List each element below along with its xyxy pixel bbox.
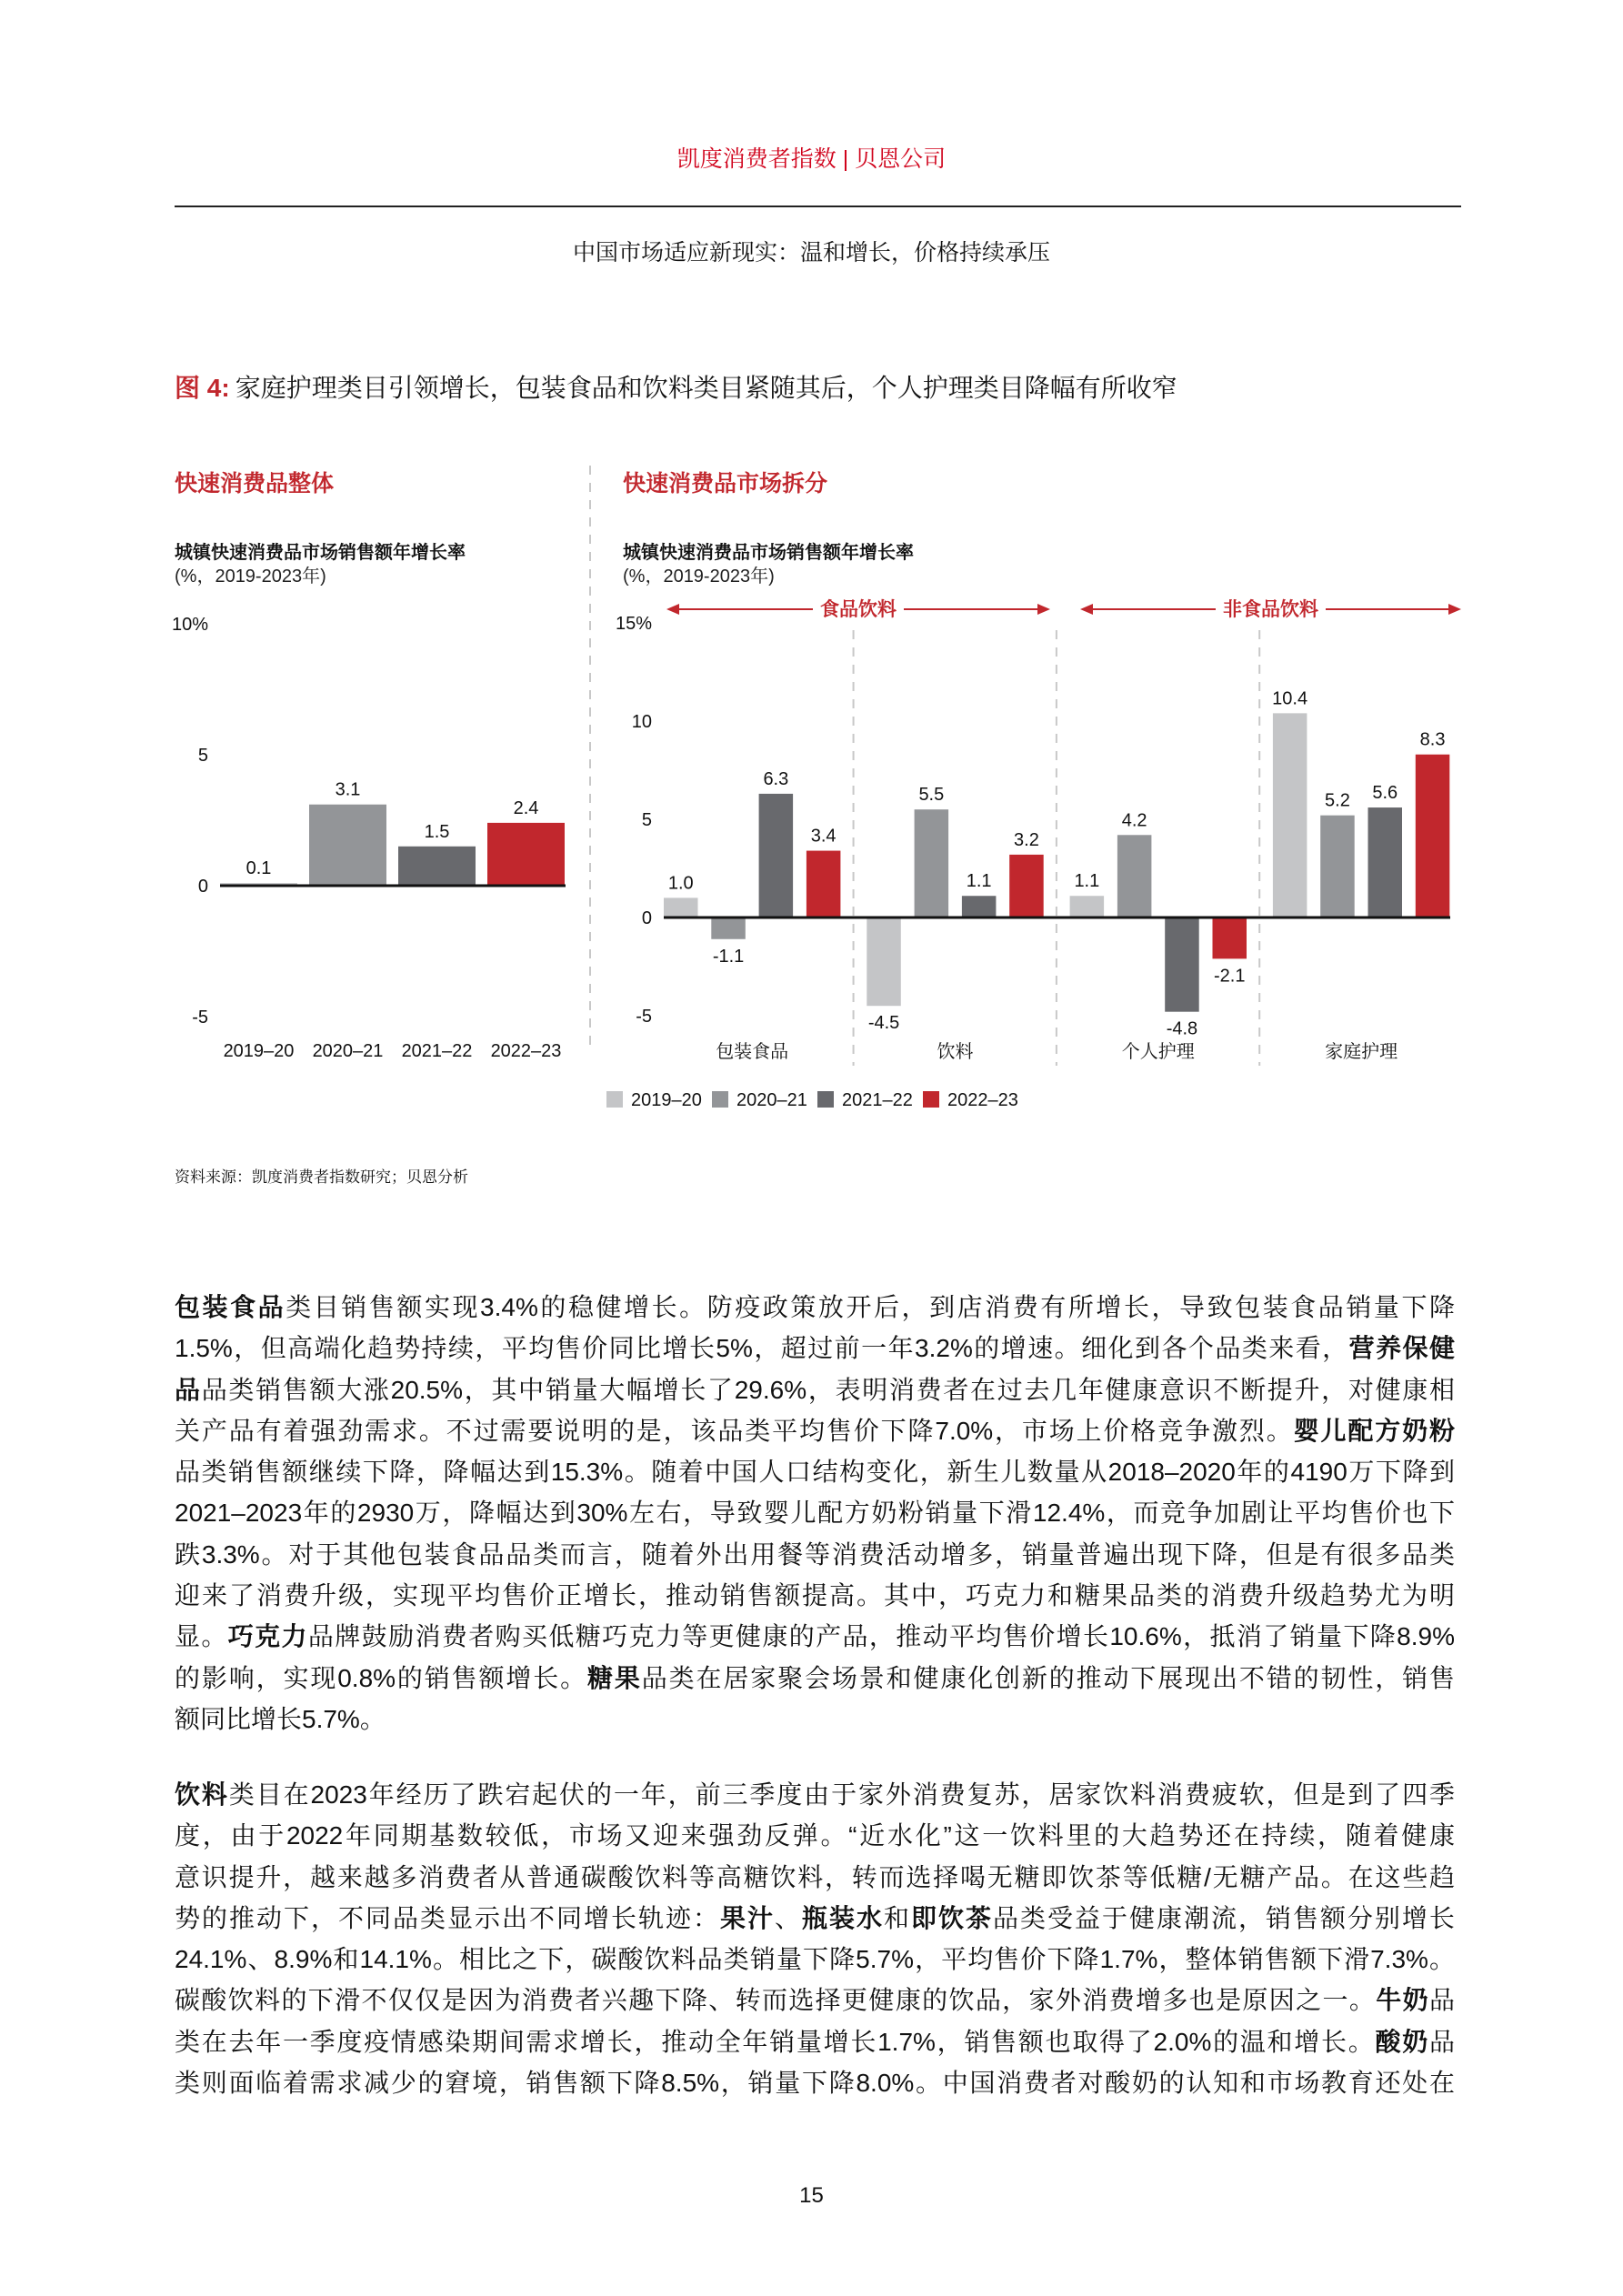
bold-keyword: 牛奶	[1376, 1986, 1429, 2015]
bar-2021–22	[398, 847, 476, 886]
bar-value-label: 1.1	[966, 871, 992, 892]
y-tick-label: 10	[631, 712, 652, 732]
bar-value-label: 5.2	[1325, 790, 1350, 811]
text-run: 额同比增长5.7%。	[175, 1704, 386, 1733]
text-run: 24.1%、8.9%和14.1%。相比之下，碳酸饮料品类销量下降5.7%，平均售价下降1.7%，整体销售额下滑7.3%。	[175, 1945, 1455, 1974]
right-chart-subtitle: (%，2019-2023年)	[623, 566, 775, 587]
paragraph-line	[175, 1369, 1455, 1410]
arrow-left-icon	[1080, 604, 1093, 615]
bold-keyword: 糖果	[587, 1663, 642, 1692]
bar-value-label: -1.1	[712, 946, 745, 967]
bold-keyword: 瓶装水	[801, 1903, 884, 1932]
left-chart-section-title: 快速消费品整体	[175, 471, 335, 496]
bold-keyword: 酸奶	[1375, 2027, 1429, 2056]
text-run: 品类在居家聚会场景和健康化创新的推动下展现出不错的韧性，销售	[641, 1663, 1455, 1692]
text-run: 品牌鼓励消费者购买低糖巧克力等更健康的产品，推动平均售价增长10.6%，抵消了销量下降8.9%	[307, 1622, 1455, 1651]
paragraph-line	[175, 1815, 1455, 1856]
body-paragraph-packaged-food	[175, 1287, 1455, 1740]
paragraph-line	[175, 1328, 1455, 1369]
bold-keyword: 即饮茶	[910, 1903, 993, 1932]
bar-value-label: 5.6	[1372, 783, 1398, 804]
paragraph-line	[175, 1616, 1455, 1657]
x-category-label: 个人护理	[1121, 1042, 1195, 1062]
bar-value-label: 5.5	[918, 785, 945, 806]
text-run: 1.5%，但高端化趋势持续，平均售价同比增长5%，超过前一年3.2%的增速。细化到各个品类来看，	[175, 1334, 1349, 1363]
bar-value-label: 3.1	[335, 779, 361, 800]
bar-value-label: 3.2	[1014, 829, 1039, 850]
legend-label: 2021–22	[842, 1090, 913, 1110]
bar-家庭护理-2022–23	[1416, 755, 1450, 917]
page-number: 15	[799, 2183, 824, 2208]
bar-2020–21	[309, 805, 386, 886]
bold-keyword: 品	[175, 1375, 202, 1404]
paragraph-line	[175, 2062, 1455, 2103]
bold-keyword: 婴儿配方奶粉	[1293, 1416, 1455, 1445]
text-run: 跌3.3%。对于其他包装食品品类而言，随着外出用餐等消费活动增多，销量普遍出现下降，但是有很多品类	[175, 1539, 1455, 1569]
bar-value-label: 1.5	[424, 821, 450, 842]
text-run: 类在去年一季度疫情感染期间需求增长，推动全年销量增长1.7%，销售额也取得了2.0%的温和增长。	[175, 2027, 1376, 2056]
bold-keyword: 饮料	[175, 1780, 229, 1809]
bar-value-label: 1.0	[667, 873, 694, 894]
text-run: 度，由于2022年同期基数较低，市场又迎来强劲反弹。“近水化”这一饮料里的大趋势还在持续，随着健康	[175, 1821, 1455, 1850]
y-tick-label: -5	[192, 1008, 208, 1028]
bar-value-label: -2.1	[1214, 966, 1246, 987]
legend-swatch	[712, 1091, 728, 1108]
arrow-left-icon	[666, 604, 679, 615]
bar-饮料-2019–20	[867, 917, 901, 1006]
bar-value-label: 6.3	[763, 768, 789, 789]
bar-包装食品-2022–23	[806, 851, 841, 917]
paragraph-line	[175, 1774, 1455, 1815]
y-tick-label: 0	[641, 908, 652, 928]
header-brand: 凯度消费者指数 | 贝恩公司	[676, 146, 947, 172]
paragraph-line	[175, 1658, 1455, 1699]
text-run: 品	[1428, 2027, 1455, 2056]
bold-keyword: 果汁	[719, 1903, 775, 1932]
paragraph-line	[175, 1939, 1455, 1980]
x-category-label: 2022–23	[490, 1041, 562, 1061]
bar-包装食品-2021–22	[759, 794, 794, 917]
legend-label: 2022–23	[947, 1090, 1018, 1110]
y-tick-label: 10%	[171, 615, 208, 635]
group-label: 非食品饮料	[1223, 599, 1318, 620]
text-run: 类目销售额实现3.4%的稳健增长。防疫政策放开后，到店消费有所增长，导致包装食品销量下降	[286, 1293, 1455, 1321]
y-tick-label: 5	[641, 810, 652, 830]
text-run: 2021–2023年的2930万，降幅达到30%左右，导致婴儿配方奶粉销量下滑12.4%，而竞争加剧让平均售价也下	[175, 1499, 1455, 1528]
body-paragraph-beverages	[175, 1774, 1455, 2103]
paragraph-line	[175, 1410, 1455, 1451]
paragraph-line	[175, 1980, 1455, 2020]
figure-label: 图 4:	[175, 374, 230, 402]
y-tick-label: -5	[636, 1007, 652, 1027]
bar-个人护理-2020–21	[1117, 835, 1152, 917]
bar-value-label: 3.4	[810, 826, 837, 847]
charts-canvas	[0, 0, 1623, 1146]
paragraph-line	[175, 1575, 1455, 1616]
text-run: 品类受益于健康潮流，销售额分别增长	[992, 1903, 1455, 1932]
x-category-label: 包装食品	[716, 1042, 789, 1062]
bar-2022–23	[487, 823, 565, 886]
text-run: 的影响，实现0.8%的销售额增长。	[175, 1663, 587, 1692]
arrow-right-icon	[1037, 604, 1050, 615]
text-run: 、	[774, 1903, 802, 1932]
bar-家庭护理-2019–20	[1273, 713, 1307, 917]
text-run: 类目在2023年经历了跌宕起伏的一年，前三季度由于家外消费复苏，居家饮料消费疲软，但是到了四季	[228, 1780, 1455, 1809]
legend-swatch	[923, 1091, 939, 1108]
bar-饮料-2022–23	[1009, 855, 1044, 917]
bar-包装食品-2019–20	[664, 897, 698, 917]
bar-饮料-2021–22	[962, 896, 997, 917]
bar-value-label: 0.1	[245, 858, 272, 879]
bar-value-label: 10.4	[1272, 688, 1308, 709]
bar-value-label: -4.8	[1166, 1018, 1198, 1039]
paragraph-line	[175, 1287, 1455, 1328]
bar-个人护理-2019–20	[1070, 896, 1105, 917]
text-run: 关产品有着强劲需求。不过需要说明的是，该品类平均售价下降7.0%，市场上价格竞争激烈。	[175, 1416, 1294, 1445]
bold-keyword: 营养保健	[1348, 1334, 1455, 1363]
bar-value-label: 8.3	[1419, 729, 1446, 750]
right-chart-section-title: 快速消费品市场拆分	[623, 471, 828, 496]
bold-keyword: 包装食品	[175, 1293, 286, 1321]
paragraph-line	[175, 1898, 1455, 1939]
bar-value-label: -4.5	[867, 1013, 900, 1034]
document-subtitle: 中国市场适应新现实：温和增长，价格持续承压	[572, 240, 1050, 266]
bar-value-label: 4.2	[1121, 810, 1147, 831]
y-tick-label: 15%	[615, 614, 652, 634]
bar-饮料-2020–21	[915, 809, 949, 917]
text-run: 碳酸饮料的下滑不仅仅是因为消费者兴趣下降、转而选择更健康的饮品，家外消费增多也是原因之一。	[175, 1986, 1377, 2015]
legend-label: 2020–21	[736, 1090, 807, 1110]
bar-个人护理-2022–23	[1213, 917, 1247, 958]
paragraph-line	[175, 2021, 1455, 2062]
x-category-label: 2020–21	[312, 1041, 384, 1061]
text-run: 类则面临着需求减少的窘境，销售额下降8.5%，销量下降8.0%。中国消费者对酸奶的认知和市场教育还处在	[175, 2069, 1455, 2098]
text-run: 显。	[175, 1622, 228, 1651]
bar-个人护理-2021–22	[1165, 917, 1199, 1012]
y-tick-label: 5	[197, 746, 208, 766]
paragraph-line	[175, 1492, 1455, 1533]
legend-swatch	[606, 1091, 623, 1108]
text-run: 品类销售额继续下降，降幅达到15.3%。随着中国人口结构变化，新生儿数量从2018–2020年的4190万下降到	[175, 1458, 1455, 1487]
bold-keyword: 巧克力	[227, 1622, 308, 1651]
text-run: 品	[1428, 1986, 1455, 2015]
left-chart-subtitle: (%，2019-2023年)	[175, 566, 326, 587]
y-tick-label: 0	[197, 877, 208, 897]
legend-label: 2019–20	[631, 1090, 702, 1110]
text-run: 意识提升，越来越多消费者从普通碳酸饮料等高糖饮料，转而选择喝无糖即饮茶等低糖/无糖产品。在这些趋	[175, 1862, 1455, 1891]
figure-source: 资料来源：凯度消费者指数研究；贝恩分析	[175, 1168, 468, 1186]
x-category-label: 饮料	[937, 1042, 974, 1062]
bar-value-label: 2.4	[513, 797, 539, 818]
paragraph-line	[175, 1534, 1455, 1575]
bar-家庭护理-2021–22	[1368, 807, 1403, 917]
paragraph-line	[175, 1451, 1455, 1492]
text-run: 品类销售额大涨20.5%，其中销量大幅增长了29.6%，表明消费者在过去几年健康意识不断提升，对健康相	[201, 1375, 1455, 1404]
text-run: 迎来了消费升级，实现平均售价正增长，推动销售额提高。其中，巧克力和糖果品类的消费升级趋势尤为明	[175, 1581, 1455, 1610]
arrow-right-icon	[1448, 604, 1461, 615]
paragraph-line	[175, 1857, 1455, 1898]
text-run: 和	[883, 1903, 911, 1932]
left-chart-title: 城镇快速消费品市场销售额年增长率	[175, 543, 466, 563]
figure-title-text: 家庭护理类目引领增长，包装食品和饮料类目紧随其后，个人护理类目降幅有所收窄	[235, 374, 1177, 402]
x-category-label: 2019–20	[223, 1041, 295, 1061]
paragraph-line	[175, 1699, 1455, 1740]
bar-value-label: 1.1	[1074, 871, 1100, 892]
text-run: 势的推动下，不同品类显示出不同增长轨迹：	[175, 1903, 720, 1932]
group-label: 食品饮料	[820, 599, 897, 620]
right-chart-title: 城镇快速消费品市场销售额年增长率	[623, 543, 914, 563]
x-category-label: 家庭护理	[1325, 1042, 1398, 1062]
bar-家庭护理-2020–21	[1320, 816, 1355, 917]
bar-包装食品-2020–21	[711, 917, 746, 939]
x-category-label: 2021–22	[401, 1041, 473, 1061]
legend-swatch	[817, 1091, 834, 1108]
